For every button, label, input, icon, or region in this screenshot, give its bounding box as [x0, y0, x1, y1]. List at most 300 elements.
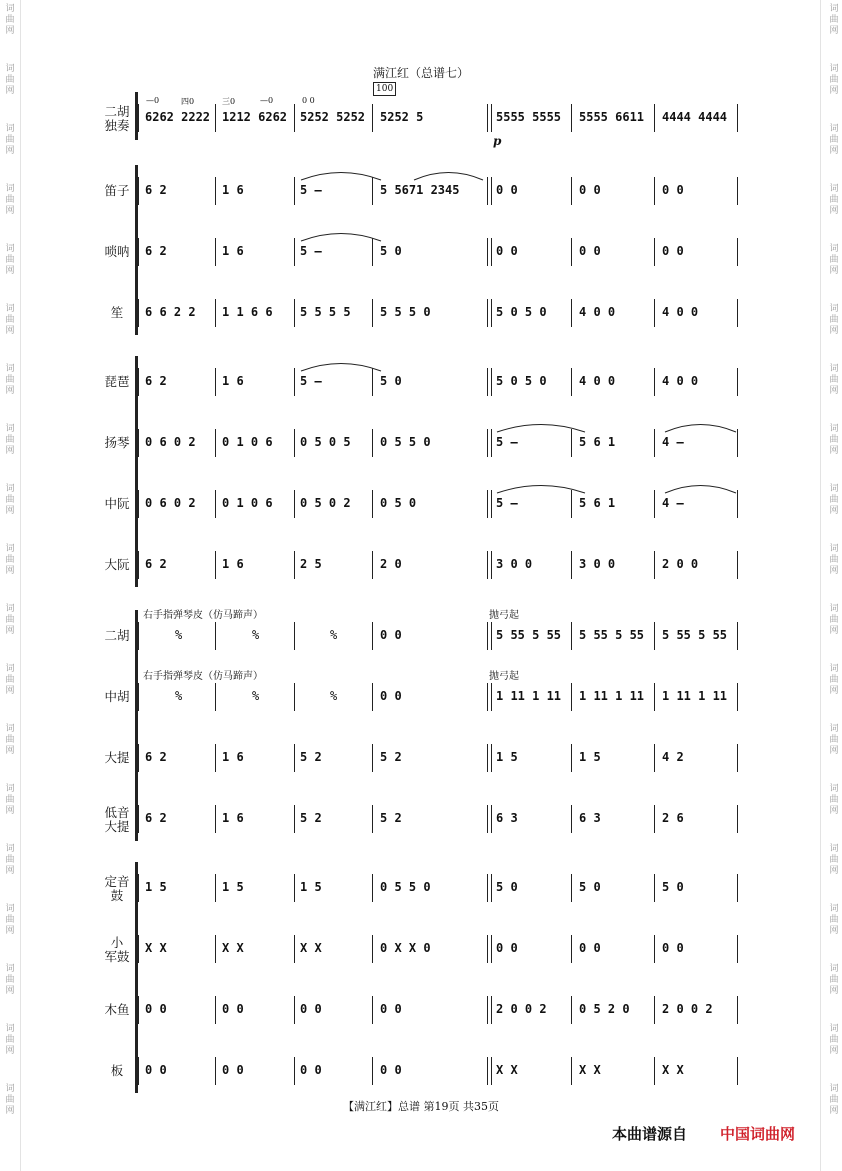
barline	[571, 368, 572, 396]
barline	[737, 238, 738, 266]
measure-notes: 1 1 6 6	[222, 305, 273, 319]
measure-notes: 4 –	[662, 435, 684, 449]
watermark-text: 词 曲 网	[829, 4, 839, 36]
watermark-text: 词 曲 网	[829, 64, 839, 96]
barline	[138, 299, 139, 327]
measure-notes: 5 55 5 55	[662, 628, 728, 642]
measure-notes: X X	[222, 941, 244, 955]
barline	[294, 551, 295, 579]
measure-notes: 4 0 0	[662, 374, 699, 388]
barline	[372, 805, 373, 833]
instrument-label: 扬琴	[104, 435, 130, 450]
measure-notes: 0 5 5 0	[380, 880, 431, 894]
measure-notes: 1 11 1 11	[496, 689, 562, 703]
barline	[737, 429, 738, 457]
measure-notes: %	[330, 689, 338, 703]
barline	[571, 238, 572, 266]
watermark-text: 词 曲 网	[829, 484, 839, 516]
barline	[138, 805, 139, 833]
instrument-label: 笛子	[104, 183, 130, 198]
measure-notes: X X	[145, 941, 167, 955]
slur-mark	[300, 169, 382, 181]
barline	[294, 177, 295, 205]
barline	[294, 874, 295, 902]
measure-notes: 1 6	[222, 811, 244, 825]
measure-notes: 5 0 5 0	[496, 305, 547, 319]
measure-notes: 5 –	[496, 435, 518, 449]
barline	[491, 429, 492, 457]
measure-notes: 1 5	[145, 880, 167, 894]
barline	[294, 1057, 295, 1085]
measure-notes: 6 3	[579, 811, 601, 825]
measure-notes: 0 0	[496, 244, 518, 258]
measure-notes: 1 6	[222, 750, 244, 764]
measure-notes: 1 5	[579, 750, 601, 764]
technique-mark: 三0	[222, 97, 236, 106]
measure-notes: 1 5	[300, 880, 322, 894]
measure-notes: 2 0 0 2	[496, 1002, 547, 1016]
barline	[372, 935, 373, 963]
measure-notes: 1 6	[222, 557, 244, 571]
barline	[294, 996, 295, 1024]
watermark-text: 词 曲 网	[829, 904, 839, 936]
barline	[487, 683, 488, 711]
instrument-label: 板	[110, 1063, 124, 1078]
barline	[487, 935, 488, 963]
barline	[138, 238, 139, 266]
watermark-text: 词 曲 网	[5, 664, 15, 696]
staff-bracket	[135, 165, 138, 335]
measure-notes: 0 6 0 2	[145, 435, 196, 449]
instrument-label: 小 军鼓	[104, 935, 130, 964]
instrument-label: 琵琶	[104, 374, 130, 389]
measure-notes: 4 0 0	[579, 305, 616, 319]
barline	[215, 744, 216, 772]
barline	[571, 177, 572, 205]
instrument-label: 中阮	[104, 496, 130, 511]
watermark-text: 词 曲 网	[829, 364, 839, 396]
barline	[138, 368, 139, 396]
measure-notes: 5555 6611	[579, 110, 645, 124]
measure-notes: %	[252, 628, 260, 642]
slur-mark	[300, 360, 382, 372]
measure-notes: X X	[496, 1063, 518, 1077]
watermark-text: 词 曲 网	[5, 244, 15, 276]
instrument-label: 二胡 独奏	[104, 104, 130, 133]
barline	[737, 622, 738, 650]
measure-notes: 0 0	[300, 1063, 322, 1077]
slur-mark	[496, 482, 586, 494]
barline	[491, 622, 492, 650]
measure-notes: 5 2	[380, 750, 402, 764]
barline	[487, 299, 488, 327]
watermark-text: 词 曲 网	[5, 4, 15, 36]
watermark-text: 词 曲 网	[829, 1024, 839, 1056]
barline	[487, 177, 488, 205]
barline	[491, 490, 492, 518]
barline	[571, 744, 572, 772]
barline	[215, 1057, 216, 1085]
measure-notes: 5 –	[496, 496, 518, 510]
measure-notes: 0 0	[145, 1002, 167, 1016]
measure-notes: 0 1 0 6	[222, 435, 273, 449]
measure-notes: 0 0	[380, 1063, 402, 1077]
barline	[487, 368, 488, 396]
measure-notes: X X	[579, 1063, 601, 1077]
measure-notes: 6 2	[145, 244, 167, 258]
measure-notes: 1 5	[222, 880, 244, 894]
performance-instruction: 右手指弹琴皮（仿马蹄声）	[143, 671, 263, 682]
barline	[294, 683, 295, 711]
barline	[571, 622, 572, 650]
barline	[215, 805, 216, 833]
measure-notes: 0 0	[145, 1063, 167, 1077]
barline	[491, 177, 492, 205]
watermark-text: 词 曲 网	[5, 424, 15, 456]
barline	[654, 996, 655, 1024]
barline	[654, 299, 655, 327]
measure-notes: 4 –	[662, 496, 684, 510]
measure-notes: 2 0 0 2	[662, 1002, 713, 1016]
barline	[215, 935, 216, 963]
barline	[737, 935, 738, 963]
barline	[487, 744, 488, 772]
barline	[737, 1057, 738, 1085]
instrument-label: 笙	[110, 305, 124, 320]
measure-notes: 0 0	[662, 183, 684, 197]
barline	[215, 551, 216, 579]
technique-mark: 四0	[181, 97, 195, 106]
barline	[138, 874, 139, 902]
barline	[654, 490, 655, 518]
barline	[487, 996, 488, 1024]
technique-mark: —0	[260, 96, 274, 105]
measure-notes: 6262 2222	[145, 110, 211, 124]
barline	[737, 490, 738, 518]
measure-notes: 6 3	[496, 811, 518, 825]
measure-notes: 1 6	[222, 183, 244, 197]
measure-notes: %	[252, 689, 260, 703]
barline	[372, 683, 373, 711]
watermark-text: 词 曲 网	[829, 964, 839, 996]
watermark-text: 词 曲 网	[829, 844, 839, 876]
measure-notes: 0 5 2 0	[579, 1002, 630, 1016]
barline	[138, 935, 139, 963]
barline	[654, 935, 655, 963]
barline	[487, 104, 488, 132]
barline	[737, 805, 738, 833]
barline	[654, 429, 655, 457]
barline	[487, 1057, 488, 1085]
measure-notes: 2 6	[662, 811, 684, 825]
barline	[737, 177, 738, 205]
measure-notes: 0 5 0 5	[300, 435, 351, 449]
measure-notes: 4444 4444	[662, 110, 728, 124]
measure-notes: 5 2	[300, 750, 322, 764]
barline	[571, 874, 572, 902]
measure-notes: 5 –	[300, 183, 322, 197]
barline	[294, 935, 295, 963]
measure-notes: 0 0	[579, 244, 601, 258]
measure-notes: X X	[300, 941, 322, 955]
rehearsal-mark: 100	[373, 82, 396, 96]
barline	[372, 238, 373, 266]
barline	[215, 996, 216, 1024]
barline	[215, 490, 216, 518]
measure-notes: 5 6 1	[579, 496, 616, 510]
barline	[372, 1057, 373, 1085]
barline	[294, 104, 295, 132]
barline	[654, 551, 655, 579]
measure-notes: 6 2	[145, 557, 167, 571]
barline	[372, 299, 373, 327]
staff-bracket	[135, 610, 138, 841]
measure-notes: 5 0	[380, 374, 402, 388]
measure-notes: 6 6 2 2	[145, 305, 196, 319]
watermark-text: 词 曲 网	[829, 1084, 839, 1116]
measure-notes: 0 0	[380, 628, 402, 642]
measure-notes: 4 0 0	[579, 374, 616, 388]
measure-notes: 0 6 0 2	[145, 496, 196, 510]
barline	[215, 368, 216, 396]
barline	[571, 104, 572, 132]
measure-notes: 1 11 1 11	[662, 689, 728, 703]
measure-notes: 0 5 0 2	[300, 496, 351, 510]
barline	[138, 104, 139, 132]
barline	[215, 177, 216, 205]
barline	[138, 551, 139, 579]
barline	[654, 104, 655, 132]
barline	[138, 177, 139, 205]
measure-notes: 5 –	[300, 244, 322, 258]
barline	[372, 996, 373, 1024]
measure-notes: X X	[662, 1063, 684, 1077]
site-link[interactable]: 中国词曲网	[720, 1125, 796, 1143]
watermark-text: 词 曲 网	[5, 1024, 15, 1056]
watermark-text: 词 曲 网	[5, 544, 15, 576]
watermark-text: 词 曲 网	[829, 124, 839, 156]
staff-bracket	[135, 92, 138, 140]
barline	[737, 874, 738, 902]
barline	[654, 622, 655, 650]
barline	[491, 996, 492, 1024]
measure-notes: 0 X X 0	[380, 941, 431, 955]
dynamic-marking: p	[493, 134, 502, 148]
measure-notes: 3 0 0	[496, 557, 533, 571]
barline	[737, 744, 738, 772]
barline	[654, 874, 655, 902]
measure-notes: 0 0	[662, 941, 684, 955]
measure-notes: 6 2	[145, 374, 167, 388]
barline	[491, 874, 492, 902]
barline	[372, 368, 373, 396]
measure-notes: 5 0	[380, 244, 402, 258]
staff-bracket	[135, 862, 138, 1093]
barline	[737, 104, 738, 132]
watermark-text: 词 曲 网	[5, 904, 15, 936]
measure-notes: 4 0 0	[662, 305, 699, 319]
measure-notes: 2 0 0	[662, 557, 699, 571]
barline	[491, 551, 492, 579]
measure-notes: 4 2	[662, 750, 684, 764]
barline	[491, 1057, 492, 1085]
barline	[138, 622, 139, 650]
measure-notes: 1 6	[222, 374, 244, 388]
barline	[372, 429, 373, 457]
barline	[294, 238, 295, 266]
barline	[138, 744, 139, 772]
barline	[138, 996, 139, 1024]
barline	[215, 683, 216, 711]
barline	[737, 299, 738, 327]
barline	[654, 1057, 655, 1085]
barline	[487, 490, 488, 518]
measure-notes: 0 0	[380, 689, 402, 703]
watermark-text: 词 曲 网	[829, 184, 839, 216]
watermark-text: 词 曲 网	[829, 244, 839, 276]
barline	[737, 368, 738, 396]
measure-notes: 6 2	[145, 750, 167, 764]
barline	[571, 996, 572, 1024]
barline	[372, 104, 373, 132]
measure-notes: 1 6	[222, 244, 244, 258]
watermark-text: 词 曲 网	[5, 784, 15, 816]
watermark-text: 词 曲 网	[5, 184, 15, 216]
slur-mark	[496, 421, 586, 433]
measure-notes: 5252 5252	[300, 110, 366, 124]
measure-notes: 5 0 5 0	[496, 374, 547, 388]
source-label: 本曲谱源自	[612, 1125, 688, 1143]
barline	[294, 490, 295, 518]
measure-notes: 0 0	[579, 941, 601, 955]
barline	[491, 238, 492, 266]
barline	[491, 744, 492, 772]
watermark-text: 词 曲 网	[829, 304, 839, 336]
barline	[294, 805, 295, 833]
measure-notes: 0 0	[496, 941, 518, 955]
measure-notes: 5 5 5 0	[380, 305, 431, 319]
staff-bracket	[135, 356, 138, 587]
barline	[737, 551, 738, 579]
instrument-label: 大提	[104, 750, 130, 765]
measure-notes: 0 5 5 0	[380, 435, 431, 449]
watermark-rule	[20, 0, 21, 1171]
measure-notes: 0 0	[496, 183, 518, 197]
watermark-text: 词 曲 网	[829, 784, 839, 816]
barline	[487, 874, 488, 902]
barline	[491, 368, 492, 396]
measure-notes: 3 0 0	[579, 557, 616, 571]
barline	[737, 996, 738, 1024]
barline	[571, 935, 572, 963]
measure-notes: 0 1 0 6	[222, 496, 273, 510]
measure-notes: 5 55 5 55	[579, 628, 645, 642]
watermark-text: 词 曲 网	[5, 724, 15, 756]
watermark-text: 词 曲 网	[5, 64, 15, 96]
measure-notes: 5 5671 2345	[380, 183, 460, 197]
measure-notes: 0 5 0	[380, 496, 417, 510]
barline	[654, 238, 655, 266]
slur-mark	[664, 482, 737, 494]
barline	[491, 299, 492, 327]
watermark-text: 词 曲 网	[829, 424, 839, 456]
watermark-text: 词 曲 网	[5, 604, 15, 636]
measure-notes: 5 5 5 5	[300, 305, 351, 319]
instrument-label: 二胡	[104, 628, 130, 643]
barline	[654, 177, 655, 205]
measure-notes: 5 6 1	[579, 435, 616, 449]
measure-notes: 6 2	[145, 183, 167, 197]
barline	[294, 429, 295, 457]
measure-notes: 5 –	[300, 374, 322, 388]
measure-notes: 0 0	[222, 1002, 244, 1016]
watermark-text: 词 曲 网	[829, 604, 839, 636]
barline	[487, 622, 488, 650]
measure-notes: 2 0	[380, 557, 402, 571]
barline	[372, 874, 373, 902]
watermark-text: 词 曲 网	[829, 544, 839, 576]
barline	[215, 622, 216, 650]
performance-instruction: 抛弓起	[489, 610, 519, 621]
barline	[571, 1057, 572, 1085]
slur-mark	[664, 421, 737, 433]
measure-notes: 5555 5555	[496, 110, 562, 124]
barline	[372, 622, 373, 650]
page-footer: 【满江红】总谱 第19页 共35页	[343, 1100, 499, 1113]
slur-mark	[300, 230, 382, 242]
barline	[487, 429, 488, 457]
barline	[215, 104, 216, 132]
score-title: 满江红（总谱七）	[372, 66, 469, 80]
barline	[737, 683, 738, 711]
slur-mark	[413, 169, 484, 181]
barline	[487, 551, 488, 579]
barline	[491, 683, 492, 711]
watermark-text: 词 曲 网	[5, 364, 15, 396]
instrument-label: 木鱼	[104, 1002, 130, 1017]
watermark-text: 词 曲 网	[5, 304, 15, 336]
barline	[491, 805, 492, 833]
technique-mark: 0 0	[302, 96, 315, 105]
barline	[654, 744, 655, 772]
measure-notes: 0 0	[222, 1063, 244, 1077]
barline	[294, 368, 295, 396]
measure-notes: 5 0	[496, 880, 518, 894]
measure-notes: 1212 6262	[222, 110, 288, 124]
barline	[571, 805, 572, 833]
barline	[215, 874, 216, 902]
measure-notes: 5 55 5 55	[496, 628, 562, 642]
measure-notes: 0 0	[380, 1002, 402, 1016]
watermark-text: 词 曲 网	[5, 484, 15, 516]
instrument-label: 大阮	[104, 557, 130, 572]
instrument-label: 定音 鼓	[104, 874, 130, 903]
barline	[487, 805, 488, 833]
measure-notes: 0 0	[662, 244, 684, 258]
barline	[571, 299, 572, 327]
barline	[372, 551, 373, 579]
performance-instruction: 抛弓起	[489, 671, 519, 682]
instrument-label: 中胡	[104, 689, 130, 704]
measure-notes: 2 5	[300, 557, 322, 571]
barline	[372, 177, 373, 205]
barline	[215, 429, 216, 457]
barline	[138, 683, 139, 711]
technique-mark: —0	[146, 96, 160, 105]
watermark-text: 词 曲 网	[5, 964, 15, 996]
measure-notes: 5 2	[380, 811, 402, 825]
barline	[138, 429, 139, 457]
